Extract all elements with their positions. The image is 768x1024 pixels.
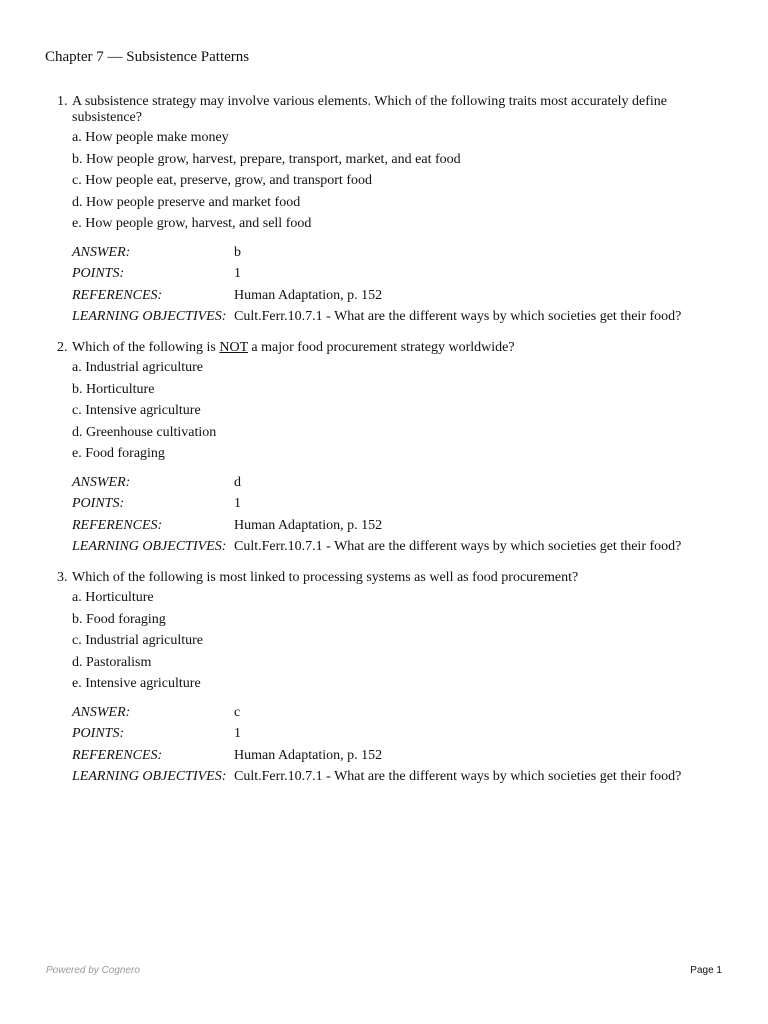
question-header <box>57 94 718 126</box>
question-number: 1. <box>57 94 68 109</box>
page-number: Page 1 <box>690 965 722 976</box>
answer-value: c <box>234 704 241 720</box>
points-value: 1 <box>234 266 241 281</box>
question-stem-after: a major food procurement strategy worldwide? <box>247 340 515 355</box>
references-value: Human Adaptation, p. 152 <box>234 517 383 533</box>
references-value: Human Adaptation, p. 152 <box>234 747 383 763</box>
option-a: a. How people make money <box>72 130 229 145</box>
points-value: 1 <box>234 496 241 511</box>
points-label: POINTS: <box>72 496 125 511</box>
option-a: a. Horticulture <box>72 590 154 605</box>
answer-value: b <box>234 244 241 260</box>
question-stem: Which of the following is most linked to processing systems as well as food procurement? <box>72 570 579 585</box>
option-d: d. Greenhouse cultivation <box>72 424 217 440</box>
question-stem <box>72 340 718 356</box>
answer-details <box>72 474 681 560</box>
question-stem-before: Which of the following is <box>72 340 220 355</box>
answer-value: d <box>234 474 241 490</box>
answer-row <box>72 244 681 266</box>
answer-row <box>72 704 681 726</box>
option-d: d. Pastoralism <box>72 654 152 670</box>
option-e: e. Intensive agriculture <box>72 676 201 691</box>
learning-objectives-label: LEARNING OBJECTIVES: <box>72 539 227 554</box>
question-1 <box>57 94 718 330</box>
learning-objectives-label: LEARNING OBJECTIVES: <box>72 769 227 784</box>
option-c: c. Intensive agriculture <box>72 403 201 418</box>
learning-objectives-row <box>72 768 681 790</box>
option-d: d. How people preserve and market food <box>72 194 301 210</box>
answer-label: ANSWER: <box>72 244 131 260</box>
option-c: c. Industrial agriculture <box>72 633 204 648</box>
option-b: b. Food foraging <box>72 611 166 627</box>
answer-label: ANSWER: <box>72 474 131 490</box>
option-list <box>72 129 718 237</box>
learning-objectives-value: Cult.Ferr.10.7.1 - What are the different ways by which societies get their food? <box>234 539 682 554</box>
points-row <box>72 495 681 517</box>
question-header <box>57 340 718 356</box>
learning-objectives-label: LEARNING OBJECTIVES: <box>72 309 227 324</box>
learning-objectives-row <box>72 308 681 330</box>
learning-objectives-row <box>72 538 681 560</box>
question-header <box>57 570 718 586</box>
learning-objectives-value: Cult.Ferr.10.7.1 - What are the different ways by which societies get their food? <box>234 769 682 784</box>
references-label: REFERENCES: <box>72 517 163 533</box>
question-number: 2. <box>57 340 68 355</box>
points-row <box>72 265 681 287</box>
points-label: POINTS: <box>72 726 125 741</box>
answer-row <box>72 474 681 496</box>
references-label: REFERENCES: <box>72 287 163 303</box>
question-3 <box>57 570 718 790</box>
references-row <box>72 747 681 769</box>
references-value: Human Adaptation, p. 152 <box>234 287 383 303</box>
learning-objectives-value: Cult.Ferr.10.7.1 - What are the different ways by which societies get their food? <box>234 309 682 324</box>
answer-details <box>72 704 681 790</box>
references-label: REFERENCES: <box>72 747 163 763</box>
points-row <box>72 725 681 747</box>
points-label: POINTS: <box>72 266 125 281</box>
question-2 <box>57 340 718 560</box>
page-title: Chapter 7 — Subsistence Patterns <box>45 49 250 65</box>
option-list <box>72 589 718 697</box>
answer-details <box>72 244 681 330</box>
references-row <box>72 287 681 309</box>
option-list <box>72 359 718 467</box>
answer-label: ANSWER: <box>72 704 131 720</box>
powered-by-footer: Powered by Cognero <box>46 965 140 976</box>
option-a: a. Industrial agriculture <box>72 360 204 375</box>
points-value: 1 <box>234 726 241 741</box>
option-c: c. How people eat, preserve, grow, and transport food <box>72 173 372 188</box>
option-e: e. Food foraging <box>72 446 165 461</box>
question-stem-emphasis: NOT <box>219 340 248 355</box>
option-e: e. How people grow, harvest, and sell food <box>72 216 312 231</box>
option-b: b. How people grow, harvest, prepare, transport, market, and eat food <box>72 151 461 167</box>
references-row <box>72 517 681 539</box>
question-stem: A subsistence strategy may involve various elements. Which of the following traits most accurately define subsistence? <box>72 94 667 125</box>
question-number: 3. <box>57 570 68 585</box>
option-b: b. Horticulture <box>72 381 155 397</box>
